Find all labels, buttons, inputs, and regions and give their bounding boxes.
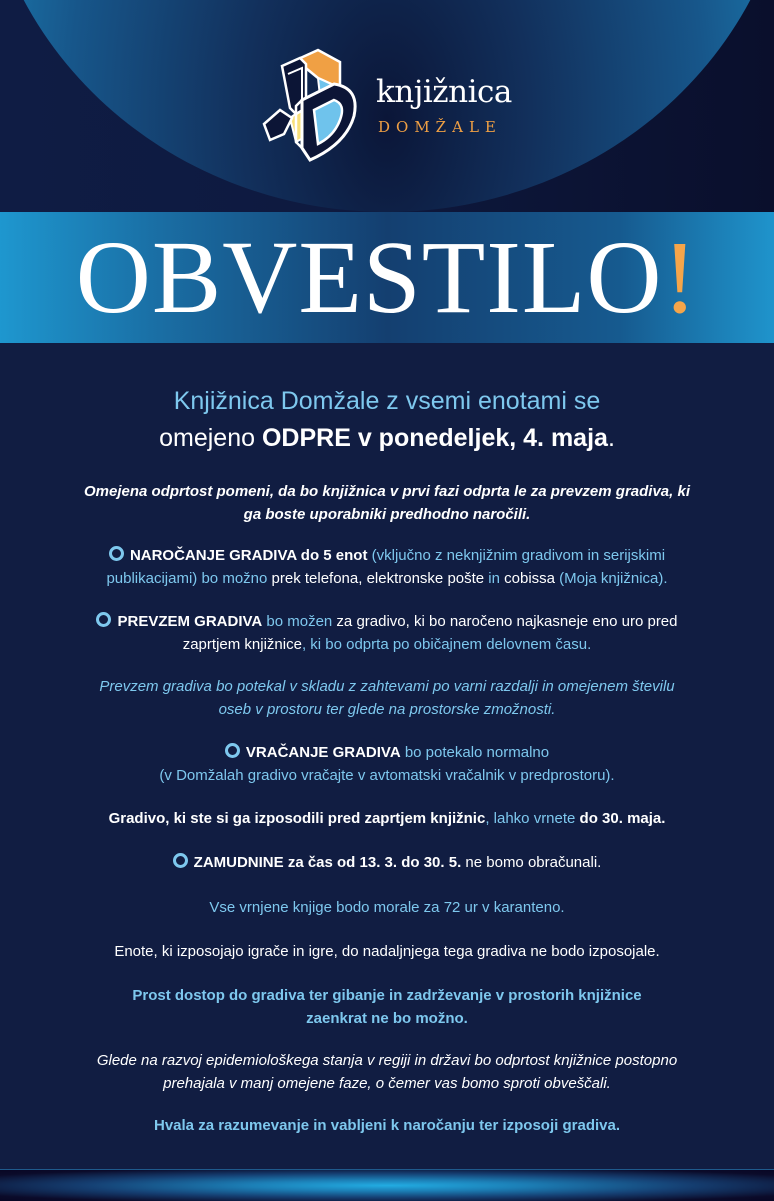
ordering-cobiss: cobissa [499,570,556,587]
borrowed-text: Gradivo, ki ste si ga izposodili pred zaprtjem knjižnic [108,810,486,827]
bullet-circle-icon [96,612,111,627]
toys-paragraph: Enote, ki izposojajo igrače in igre, do nadaljnjega tega gradiva ne bodo izposojale. [114,943,660,960]
epidemic-line-1: Glede na razvoj epidemiološkega stanja v regiji in državi bo odprtost knjižnice postopno [96,1052,678,1069]
fines-paragraph [40,851,734,874]
ordering-note-2: publikacijami) bo možno [106,570,268,587]
ordering-conj: in [484,570,500,587]
intro-line-1: Omejena odprtost pomeni, da bo knjižnica v prvi fazi odprta le za prevzem gradiva, ki [84,483,690,500]
intro-line-2: ga boste uporabniki predhodno naročili. [243,506,531,523]
logo-wordmark: knjižnica [376,74,512,110]
pickup-detail: za gradivo, ki bo naročeno najkasneje eno uro pred [332,613,678,630]
returns-paragraph [40,741,734,787]
ordering-heading: NAROČANJE GRADIVA do 5 enot [129,547,368,564]
epidemic-paragraph [40,1049,734,1095]
page-title [0,212,774,343]
bullet-circle-icon [225,743,240,758]
access-line-2: zaenkrat ne bo možno. [306,1010,468,1027]
title-text: OBVESTILO [75,220,663,335]
returns-heading: VRAČANJE GRADIVA [245,744,401,761]
title-exclamation: ! [662,220,699,335]
bullet-circle-icon [109,546,124,561]
logo-subtitle: DOMŽALE [378,118,502,136]
intro-paragraph [40,480,734,526]
title-band [0,212,774,343]
pickup-note-paragraph [40,675,734,721]
pickup-note-line-1: Prevzem gradiva bo potekal v skladu z zahtevami po varni razdalji in omejenem številu [99,678,675,695]
announcement-period: . [607,424,615,452]
library-logo [260,48,540,168]
pickup-hours: , ki bo odprta po običajnem delovnem času. [301,636,592,653]
borrowed-note: , lahko vrnete [485,810,576,827]
access-paragraph [40,984,734,1030]
announcement-date: ODPRE v ponedeljek, 4. maja [261,424,608,452]
epidemic-line-2: prehajala v manj omejene faze, o čemer vas bomo sproti obveščali. [163,1075,611,1092]
returns-detail: (v Domžalah gradivo vračajte v avtomatski vračalnik v predprostoru). [159,767,615,784]
fines-detail: ne bomo obračunali. [461,854,602,871]
ordering-moja: (Moja knjižnica). [555,570,668,587]
access-line-1: Prost dostop do gradiva ter gibanje in zadrževanje v prostorih knjižnice [132,987,642,1004]
logo-mark-icon [260,48,372,168]
pickup-detail-2: zaprtjem knjižnice [182,636,302,653]
header [0,0,774,212]
announcement-line-1: Knjižnica Domžale z vsemi enotami se [173,387,601,415]
fines-heading: ZAMUDNINE za čas od 13. 3. do 30. 5. [193,854,462,871]
pickup-note-line-2: oseb v prostoru ter glede na prostorske zmožnosti. [218,701,556,718]
borrowed-paragraph [40,807,734,830]
thanks-paragraph: Hvala za razumevanje in vabljeni k naročanju ter izposoji gradiva. [154,1117,620,1134]
returns-note: bo potekalo normalno [400,744,550,761]
footer-glow-band [0,1169,774,1201]
announcement-headline [40,383,734,457]
ordering-channels: prek telefona, elektronske pošte [267,570,485,587]
bullet-circle-icon [173,853,188,868]
pickup-note: bo možen [262,613,333,630]
announcement-text: omejeno [159,424,262,452]
ordering-note: (vključno z neknjižnim gradivom in serijskimi [367,547,666,564]
quarantine-paragraph: Vse vrnjene knjige bodo morale za 72 ur v karanteno. [209,899,565,916]
pickup-heading: PREVZEM GRADIVA [117,613,263,630]
ordering-paragraph [40,544,734,590]
borrowed-deadline: do 30. maja. [575,810,666,827]
pickup-paragraph [40,610,734,656]
